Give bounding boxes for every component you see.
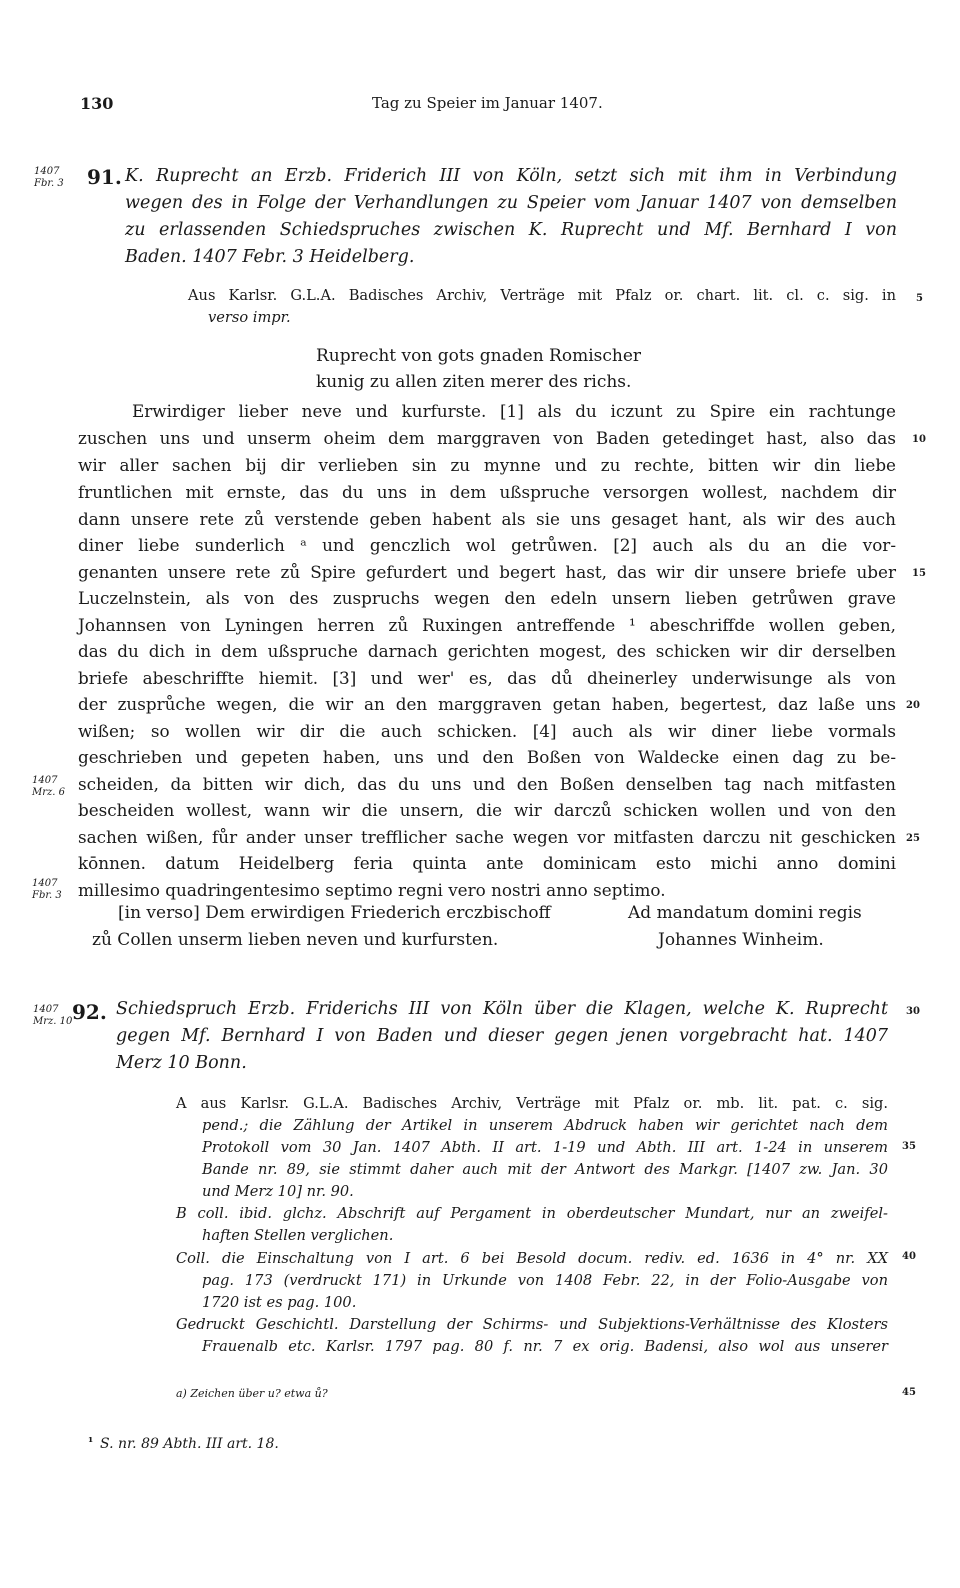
regest-91-line-3: zu erlassenden Schiedspruches zwischen K. Ruprecht und Mf. Bernhard I von [125, 220, 897, 240]
source-92-coll-line-2: pag. 173 (verdruckt 171) in Urkunde von 1408 Febr. 22, in der Folio-Ausgabe von [202, 1272, 888, 1289]
margin-date-91 [34, 166, 64, 190]
side-date-year: 1407 [32, 775, 58, 786]
source-92-coll-line-3: 1720 ist es pag. 100. [202, 1294, 357, 1311]
text-line-14: geschrieben und gepeten haben, uns und den Boßen von Waldecke einen dag zu be- [78, 747, 896, 767]
page-number: 130 [80, 94, 114, 113]
line-number: 40 [902, 1251, 916, 1262]
line-number: 25 [906, 833, 920, 844]
source-92-a-line-5: und Merz 10] nr. 90. [202, 1183, 354, 1200]
source-91-line-2: verso impr. [208, 309, 291, 326]
text-line-7: genanten unsere rete zů Spire gefurdert und begert hast, das wir dir unsere briefe uber [78, 562, 896, 582]
side-date-day: Fbr. 3 [32, 890, 62, 901]
verso-address-line-1: [in verso] Dem erwirdigen Friederich erczbischoff [118, 903, 551, 923]
text-line-11: briefe abeschriffte hiemit. [3] und wer' es, das dů dheinerley underwisunge als von [78, 668, 896, 688]
text-line-5: dann unsere rete zů verstende geben habent als sie uns gesaget hant, als wir des auch [78, 509, 896, 529]
source-91-line-1: Aus Karlsr. G.L.A. Badisches Archiv, Verträge mit Pfalz or. chart. lit. cl. c. sig. in [188, 287, 896, 304]
text-line-8: Luczelnstein, als von des zuspruchs wegen den edeln unsern lieben getrůwen grave [78, 588, 896, 608]
source-92-b-line-2: haften Stellen verglichen. [202, 1227, 394, 1244]
margin-date-day: Fbr. 3 [34, 178, 64, 189]
line-number: 45 [902, 1387, 916, 1398]
margin-date-92 [33, 1004, 72, 1028]
source-92-print-line-1: Gedruckt Geschichtl. Darstellung der Schirms- und Subjektions-Verhältnisse des Klosters [176, 1316, 888, 1333]
margin-date-year: 1407 [34, 166, 60, 177]
margin-date-year: 1407 [33, 1004, 59, 1015]
intitulatio-line-1: Ruprecht von gots gnaden Romischer [316, 346, 642, 366]
line-number: 15 [912, 568, 926, 579]
text-line-17: sachen wißen, fůr ander unser trefflicher sache wegen vor mitfasten darczu nit geschicken [78, 827, 896, 847]
regest-91-line-4: Baden. 1407 Febr. 3 Heidelberg. [125, 247, 415, 267]
subscription-line-1: Ad mandatum domini regis [628, 903, 862, 923]
text-line-18: kōnnen. datum Heidelberg feria quinta ante dominicam esto michi anno domini [78, 853, 896, 873]
text-line-15: scheiden, da bitten wir dich, das du uns und den Boßen denselben tag nach mitfasten [78, 774, 896, 794]
text-line-10: das du dich in dem ußspruche darnach gerichten mogest, des schicken wir dir derselben [78, 641, 896, 661]
running-title: Tag zu Speier im Januar 1407. [372, 94, 603, 112]
document-number-91: 91. [87, 165, 122, 189]
text-line-6: diner liebe sunderlich ᵃ und genczlich wol getrůwen. [2] auch als du an die vor- [78, 535, 896, 555]
intitulatio-line-2: kunig zu allen ziten merer des richs. [316, 372, 632, 392]
source-92-b-line-1: B coll. ibid. glchz. Abschrift auf Pergament in oberdeutscher Mundart, nur an zweifel- [176, 1205, 888, 1222]
verso-address-line-2: zů Collen unserm lieben neven und kurfursten. [92, 930, 499, 950]
text-line-2: zuschen uns und unserm oheim dem marggraven von Baden getedinget hast, also das [78, 428, 896, 448]
source-92-a-line-3: Protokoll vom 30 Jan. 1407 Abth. II art. 1-19 und Abth. III art. 1-24 in unserem [202, 1139, 888, 1156]
text-line-19: millesimo quadringentesimo septimo regni vero nostri anno septimo. [78, 880, 666, 900]
source-92-coll-line-1: Coll. die Einschaltung von I art. 6 bei Besold docum. rediv. ed. 1636 in 4° nr. XX [176, 1250, 888, 1267]
side-date-mrz-6 [32, 775, 65, 799]
text-line-1: Erwirdiger lieber neve und kurfurste. [1] als du iczunt zu Spire ein rachtunge [132, 401, 896, 421]
footnote-a: a) Zeichen über u? etwa ů? [176, 1387, 328, 1400]
regest-91-line-2: wegen des in Folge der Verhandlungen zu Speier vom Januar 1407 von demselben [125, 193, 897, 213]
source-92-a-line-4: Bande nr. 89, sie stimmt daher auch mit der Antwort des Markgr. [1407 zw. Jan. 30 [202, 1161, 888, 1178]
regest-91-line-1: K. Ruprecht an Erzb. Friderich III von Köln, setzt sich mit ihm in Verbindung [125, 166, 897, 186]
line-number: 30 [906, 1006, 920, 1017]
text-line-3: wir aller sachen bij dir verlieben sin zu mynne und zu rechte, bitten wir din liebe [78, 455, 896, 475]
line-number: 5 [916, 293, 923, 304]
side-date-day: Mrz. 6 [32, 787, 66, 798]
regest-92-line-3: Merz 10 Bonn. [116, 1053, 247, 1073]
text-line-9: Johannsen von Lyningen herren zů Ruxingen antreffende ¹ abeschriffde wollen geben, [78, 615, 896, 635]
side-date-fbr-3 [32, 878, 62, 902]
regest-92-line-2: gegen Mf. Bernhard I von Baden und dieser gegen jenen vorgebracht hat. 1407 [116, 1026, 888, 1046]
text-line-12: der zusprůche wegen, die wir an den marggraven getan haben, begertest, daz laße uns [78, 694, 896, 714]
regest-92-line-1: Schiedspruch Erzb. Friderichs III von Köln über die Klagen, welche K. Ruprecht [116, 999, 888, 1019]
line-number: 35 [902, 1141, 916, 1152]
side-date-year: 1407 [32, 878, 58, 889]
text-line-13: wißen; so wollen wir dir die auch schicken. [4] auch als wir diner liebe vormals [78, 721, 896, 741]
margin-date-day: Mrz. 10 [33, 1016, 73, 1027]
subscription-line-2: Johannes Winheim. [658, 930, 824, 950]
text-line-4: fruntlichen mit ernste, das du uns in dem ußspruche versorgen wollest, nachdem dir [78, 482, 896, 502]
source-92-print-line-2: Frauenalb etc. Karlsr. 1797 pag. 80 f. nr. 7 ex orig. Badensi, also wol aus unserer [202, 1338, 888, 1355]
line-number: 10 [912, 434, 926, 445]
line-number: 20 [906, 700, 920, 711]
source-92-a-line-2: pend.; die Zählung der Artikel in unserem Abdruck haben wir gerichtet nach dem [202, 1117, 888, 1134]
document-number-92: 92. [72, 1000, 107, 1024]
footnote-1: S. nr. 89 Abth. III art. 18. [100, 1436, 279, 1452]
footnote-1-mark: ¹ [88, 1435, 94, 1449]
text-line-16: bescheiden wollest, wann wir die unsern, die wir darczů schicken wollen und von den [78, 800, 896, 820]
source-92-a-line-1: A aus Karlsr. G.L.A. Badisches Archiv, Verträge mit Pfalz or. mb. lit. pat. c. sig. [176, 1095, 888, 1112]
